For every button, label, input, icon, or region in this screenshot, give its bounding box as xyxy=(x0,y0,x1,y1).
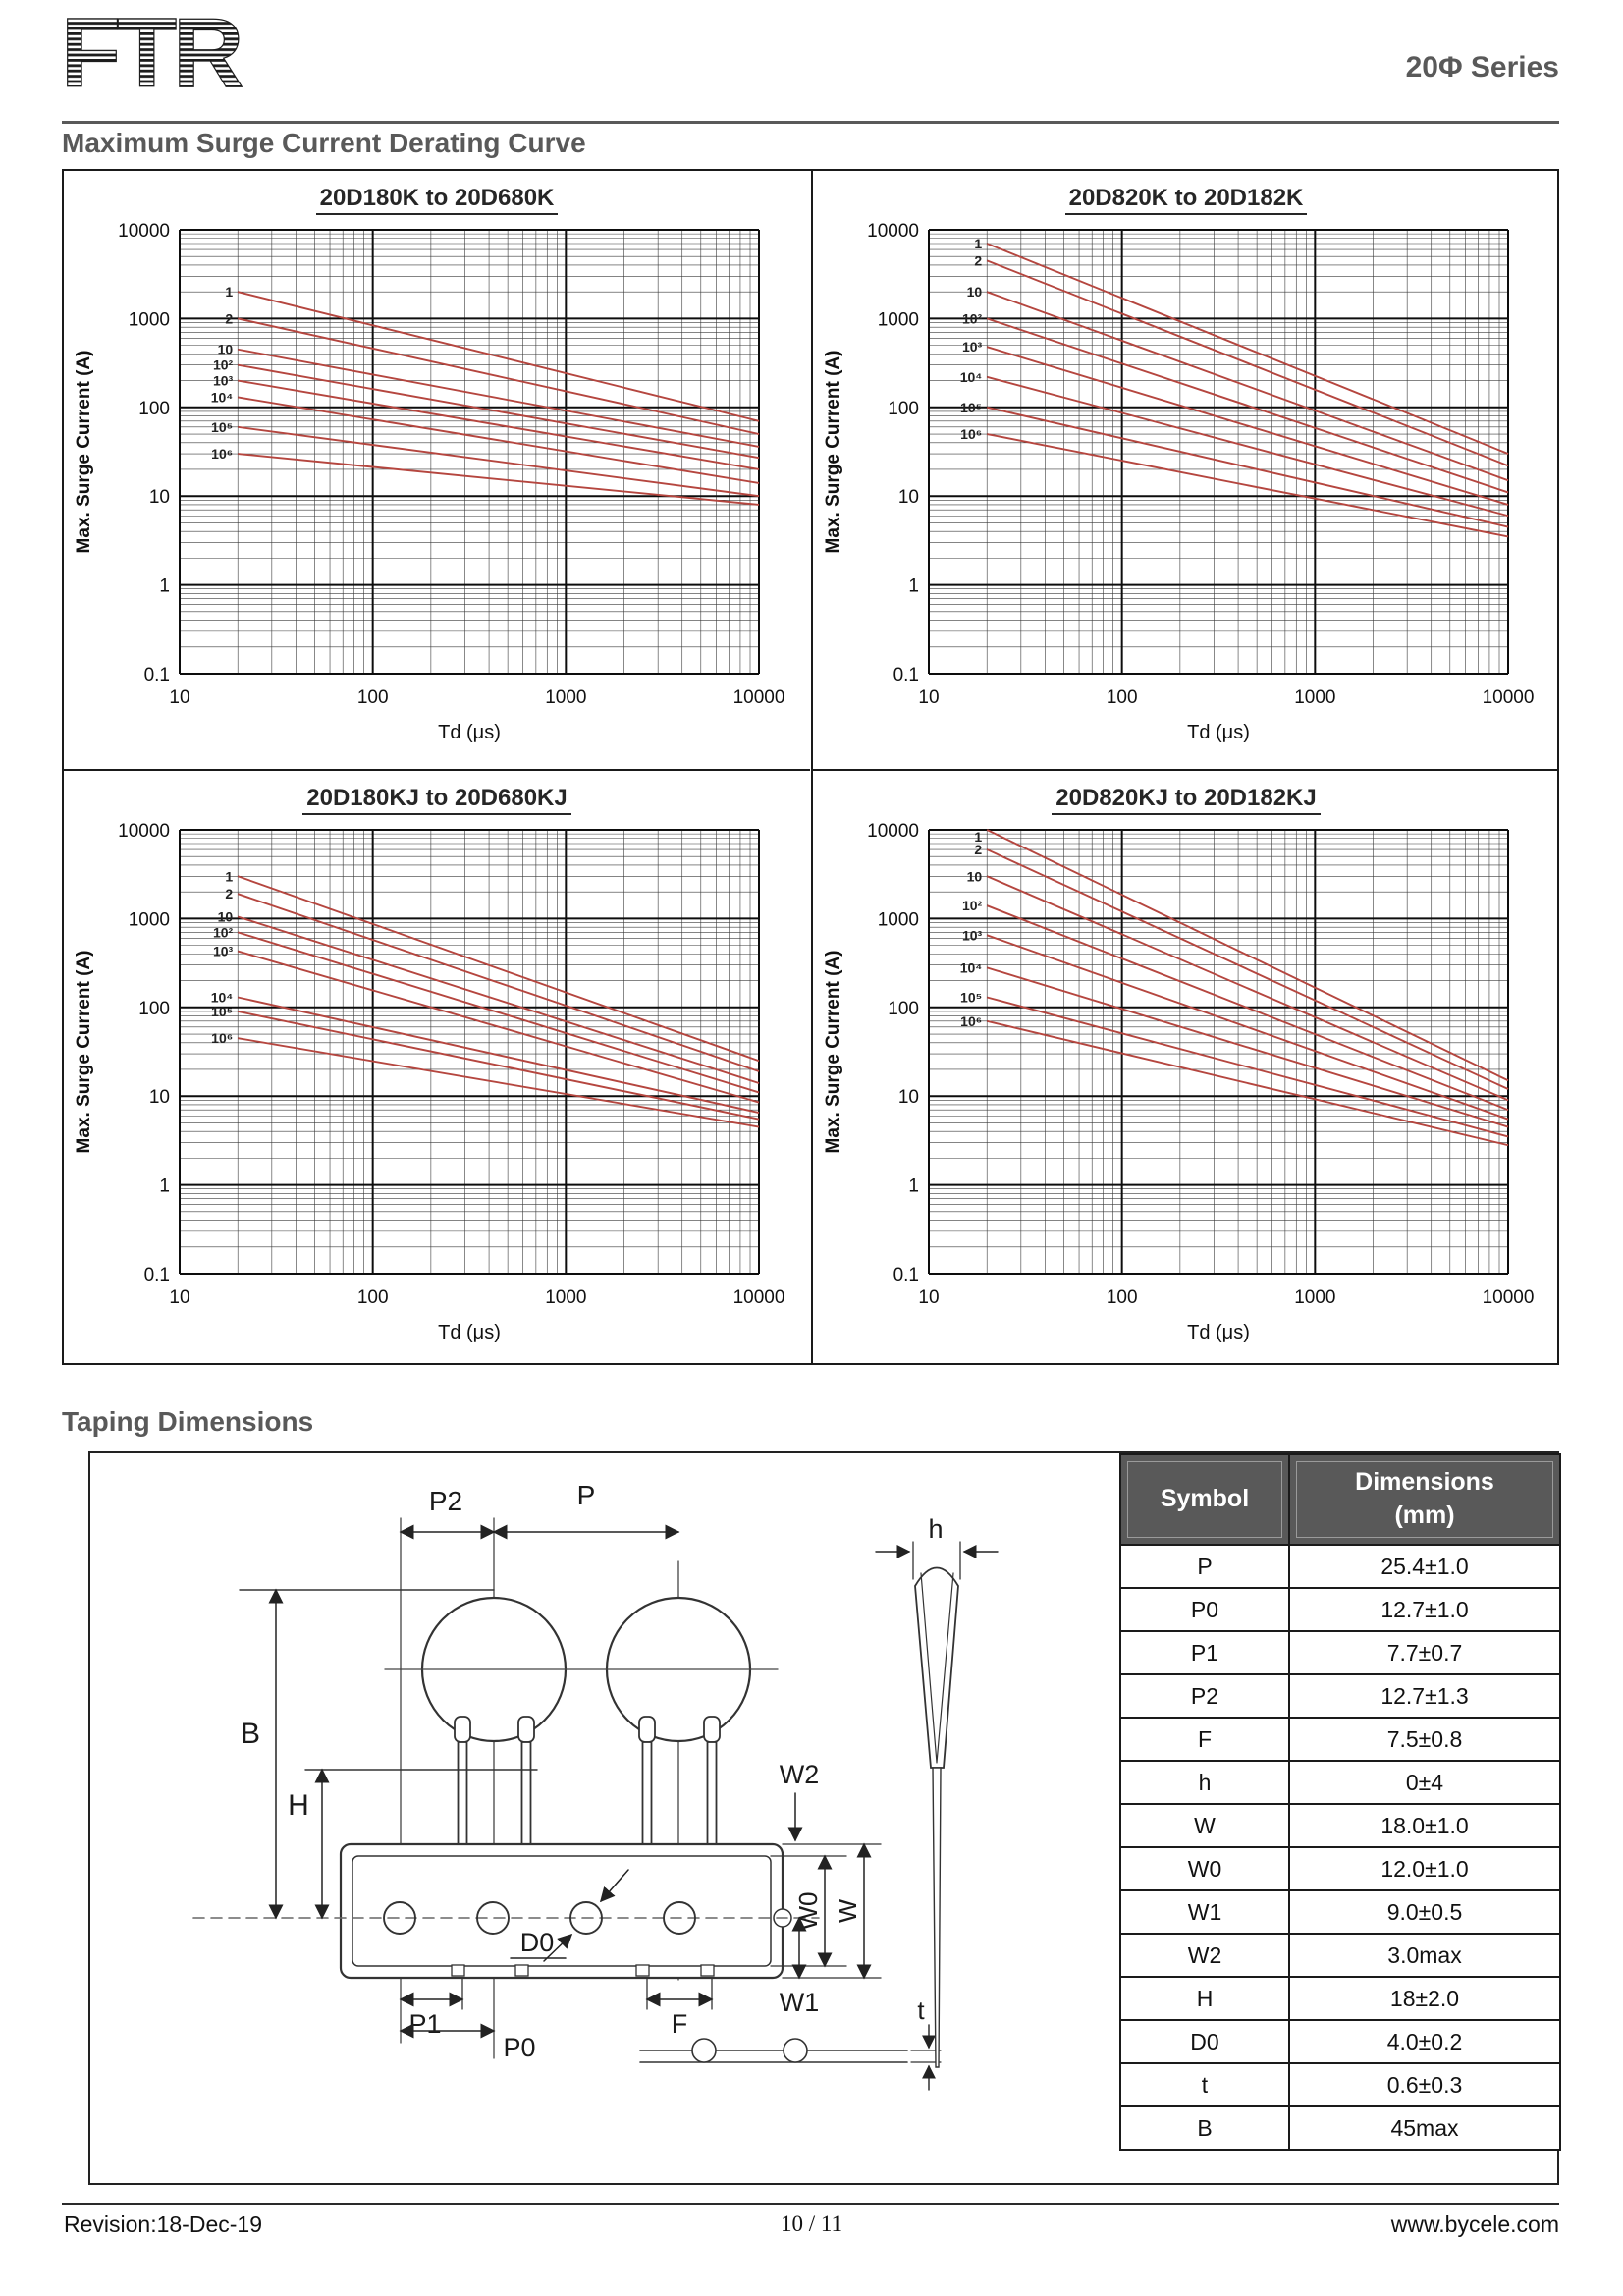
y-tick-label: 10000 xyxy=(867,221,919,242)
y-axis-label: Max. Surge Current (A) xyxy=(74,950,94,1154)
y-tick-label: 1000 xyxy=(877,909,919,931)
y-tick-label: 10000 xyxy=(118,821,170,842)
chart-4-title: 20D820KJ to 20D182KJ xyxy=(813,785,1559,812)
chart-cell-4 xyxy=(811,769,1559,1365)
dim-label-f: F xyxy=(671,2009,688,2039)
curve-label: 10 xyxy=(217,908,234,925)
curve-label: 10⁶ xyxy=(960,1012,983,1029)
derating-curve xyxy=(238,381,759,469)
curve-label: 10 xyxy=(966,284,983,301)
curve-label: 2 xyxy=(974,252,983,269)
derating-curve xyxy=(987,967,1508,1126)
x-tick-label: 10 xyxy=(169,687,190,708)
tape-profile-hole xyxy=(784,2039,807,2062)
y-tick-label: 1 xyxy=(159,1175,170,1197)
symbol-cell: H xyxy=(1120,1977,1289,2020)
dimension-cell: 12.7±1.3 xyxy=(1289,1674,1560,1718)
dimension-cell: 0±4 xyxy=(1289,1761,1560,1804)
x-tick-label: 10000 xyxy=(1482,687,1535,708)
y-tick-label: 100 xyxy=(138,998,170,1019)
chart-cell-1 xyxy=(64,171,810,769)
symbol-cell: P xyxy=(1120,1545,1289,1588)
curve-label: 10² xyxy=(212,924,234,941)
dimension-cell: 25.4±1.0 xyxy=(1289,1545,1560,1588)
derating-curve xyxy=(987,434,1508,536)
y-tick-label: 10 xyxy=(148,487,170,509)
dim-label-p: P xyxy=(576,1480,596,1510)
y-tick-label: 10000 xyxy=(118,221,170,242)
x-tick-label: 100 xyxy=(1106,687,1138,708)
tape-profile-hole xyxy=(692,2039,716,2062)
table-row xyxy=(1120,1890,1560,1934)
derating-chart-grid xyxy=(62,169,1559,1365)
table-row xyxy=(1120,1977,1560,2020)
chart-1-plot xyxy=(64,212,806,758)
footer-website: www.bycele.com xyxy=(1390,2212,1559,2237)
x-tick-label: 100 xyxy=(356,687,389,708)
derating-curve xyxy=(238,916,759,1083)
derating-curve xyxy=(238,318,759,434)
y-tick-label: 10 xyxy=(897,487,919,509)
curve-label: 10⁵ xyxy=(211,418,234,435)
y-tick-label: 100 xyxy=(888,398,919,419)
table-row xyxy=(1120,2020,1560,2063)
curve-label: 10⁵ xyxy=(960,399,983,415)
curve-label: 10⁶ xyxy=(960,426,983,443)
symbol-cell: P0 xyxy=(1120,1588,1289,1631)
y-tick-label: 0.1 xyxy=(143,1265,170,1285)
derating-curve xyxy=(238,932,759,1092)
y-axis-label: Max. Surge Current (A) xyxy=(74,350,94,554)
x-tick-label: 10000 xyxy=(1482,1287,1535,1308)
y-tick-label: 10 xyxy=(897,1087,919,1109)
dim-label-p0: P0 xyxy=(503,2033,536,2062)
dim-label-p2: P2 xyxy=(428,1486,463,1516)
curve-label: 10² xyxy=(961,310,983,327)
derating-curve xyxy=(238,397,759,482)
x-tick-label: 1000 xyxy=(1294,1287,1336,1308)
table-row xyxy=(1120,1674,1560,1718)
table-row xyxy=(1120,1934,1560,1977)
derating-curve xyxy=(238,894,759,1071)
dim-label-w0: W0 xyxy=(793,1891,823,1931)
ftr-logo-text: FTR xyxy=(61,6,241,104)
x-tick-label: 10000 xyxy=(732,687,785,708)
curve-label: 10³ xyxy=(961,339,983,355)
y-tick-label: 10 xyxy=(148,1087,170,1109)
dimension-cell: 12.7±1.0 xyxy=(1289,1588,1560,1631)
x-axis-label: Td (μs) xyxy=(1187,722,1250,743)
y-tick-label: 0.1 xyxy=(893,1265,919,1285)
x-tick-label: 10000 xyxy=(732,1287,785,1308)
curve-label: 10⁴ xyxy=(210,389,234,406)
symbol-cell: h xyxy=(1120,1761,1289,1804)
derating-curve xyxy=(987,260,1508,465)
dim-label-b: B xyxy=(240,1718,261,1750)
curve-label: 10² xyxy=(961,898,983,914)
curve-label: 10² xyxy=(212,356,234,373)
dimension-cell: 9.0±0.5 xyxy=(1289,1890,1560,1934)
curve-label: 10⁶ xyxy=(211,446,234,463)
derating-curve xyxy=(238,1038,759,1126)
header-rule xyxy=(62,121,1559,124)
curve-label: 10⁵ xyxy=(211,1003,234,1019)
dimension-cell: 45max xyxy=(1289,2106,1560,2150)
y-tick-label: 1000 xyxy=(128,909,170,931)
taping-dimensions-table xyxy=(1119,1453,1561,2151)
y-tick-label: 10000 xyxy=(867,821,919,842)
curve-label: 10⁴ xyxy=(210,989,234,1006)
chart-2-plot xyxy=(813,212,1555,758)
table-row xyxy=(1120,1631,1560,1674)
footer-rule xyxy=(62,2203,1559,2205)
series-label: 20Φ Series xyxy=(1405,51,1559,83)
dim-label-w1: W1 xyxy=(779,1988,820,2017)
symbol-cell: P1 xyxy=(1120,1631,1289,1674)
table-header-symbol: Symbol xyxy=(1120,1454,1289,1545)
dim-label-h-height: H xyxy=(288,1789,309,1822)
footer-page-number: 10 / 11 xyxy=(780,2212,843,2236)
curve-label: 1 xyxy=(974,236,983,252)
table-row xyxy=(1120,1718,1560,1761)
table-row xyxy=(1120,2063,1560,2106)
y-tick-label: 1000 xyxy=(877,309,919,331)
taping-section-title: Taping Dimensions xyxy=(62,1406,314,1437)
symbol-cell: W2 xyxy=(1120,1934,1289,1977)
curve-label: 1 xyxy=(225,284,234,301)
x-tick-label: 1000 xyxy=(545,687,587,708)
symbol-cell: P2 xyxy=(1120,1674,1289,1718)
table-row xyxy=(1120,1847,1560,1890)
x-tick-label: 1000 xyxy=(1294,687,1336,708)
curve-label: 10³ xyxy=(961,927,983,944)
chart-1-title: 20D180K to 20D680K xyxy=(64,185,810,212)
curve-label: 2 xyxy=(225,310,234,327)
dimension-cell: 18.0±1.0 xyxy=(1289,1804,1560,1847)
y-axis-label: Max. Surge Current (A) xyxy=(823,950,843,1154)
curve-label: 10⁶ xyxy=(211,1030,234,1047)
dim-label-t: t xyxy=(917,1995,925,2025)
curve-label: 10⁴ xyxy=(959,368,983,385)
dim-label-p1: P1 xyxy=(408,2009,442,2039)
curve-label: 1 xyxy=(225,868,234,885)
y-tick-label: 1 xyxy=(908,1175,919,1197)
symbol-cell: D0 xyxy=(1120,2020,1289,2063)
table-row xyxy=(1120,1545,1560,1588)
dimension-cell: 4.0±0.2 xyxy=(1289,2020,1560,2063)
dim-label-w2: W2 xyxy=(779,1760,820,1789)
x-axis-label: Td (μs) xyxy=(438,722,501,743)
curve-label: 10 xyxy=(966,868,983,885)
curve-label: 10⁵ xyxy=(960,989,983,1006)
taping-drawing xyxy=(90,1453,1111,2183)
symbol-cell: F xyxy=(1120,1718,1289,1761)
y-axis-label: Max. Surge Current (A) xyxy=(823,350,843,554)
table-row xyxy=(1120,1804,1560,1847)
symbol-cell: B xyxy=(1120,2106,1289,2150)
symbol-cell: t xyxy=(1120,2063,1289,2106)
x-tick-label: 10 xyxy=(918,1287,940,1308)
table-row xyxy=(1120,2106,1560,2150)
y-tick-label: 1 xyxy=(159,575,170,597)
chart-3-plot xyxy=(64,812,806,1358)
derating-curve xyxy=(238,292,759,421)
y-tick-label: 0.1 xyxy=(143,665,170,685)
curve-label: 10³ xyxy=(212,943,234,959)
x-tick-label: 10 xyxy=(169,1287,190,1308)
dim-label-h-tilt: h xyxy=(928,1514,944,1544)
derating-curve xyxy=(987,849,1508,1089)
table-header-dimensions: Dimensions (mm) xyxy=(1289,1454,1560,1545)
x-tick-label: 1000 xyxy=(545,1287,587,1308)
table-row xyxy=(1120,1761,1560,1804)
chart-cell-2 xyxy=(811,171,1559,769)
dimension-cell: 3.0max xyxy=(1289,1934,1560,1977)
x-tick-label: 100 xyxy=(356,1287,389,1308)
x-tick-label: 100 xyxy=(1106,1287,1138,1308)
derating-curve xyxy=(238,350,759,447)
y-tick-label: 0.1 xyxy=(893,665,919,685)
symbol-cell: W0 xyxy=(1120,1847,1289,1890)
curve-label: 2 xyxy=(225,886,234,902)
disc-side-view xyxy=(915,1568,958,1769)
derating-curve xyxy=(238,876,759,1061)
dimension-cell: 7.5±0.8 xyxy=(1289,1718,1560,1761)
derating-curve xyxy=(987,244,1508,454)
dim-label-d0: D0 xyxy=(519,1928,555,1957)
dimension-cell: 7.7±0.7 xyxy=(1289,1631,1560,1674)
dim-label-w: W xyxy=(833,1898,862,1924)
derating-curve xyxy=(987,1021,1508,1145)
chart-2-title: 20D820K to 20D182K xyxy=(813,185,1559,212)
chart-3-title: 20D180KJ to 20D680KJ xyxy=(64,785,810,812)
derating-section-title: Maximum Surge Current Derating Curve xyxy=(62,128,586,158)
dimension-cell: 0.6±0.3 xyxy=(1289,2063,1560,2106)
symbol-cell: W1 xyxy=(1120,1890,1289,1934)
x-axis-label: Td (μs) xyxy=(1187,1322,1250,1343)
derating-curve xyxy=(987,292,1508,480)
y-tick-label: 100 xyxy=(888,998,919,1019)
curve-label: 10³ xyxy=(212,372,234,389)
dimension-cell: 12.0±1.0 xyxy=(1289,1847,1560,1890)
symbol-cell: W xyxy=(1120,1804,1289,1847)
ftr-logo xyxy=(59,6,255,104)
chart-cell-3 xyxy=(64,769,810,1365)
footer-revision: Revision:18-Dec-19 xyxy=(64,2212,262,2237)
y-tick-label: 1 xyxy=(908,575,919,597)
curve-label: 10 xyxy=(217,341,234,357)
curve-label: 2 xyxy=(974,842,983,858)
curve-label: 1 xyxy=(974,829,983,845)
curve-label: 10⁴ xyxy=(959,959,983,976)
chart-4-plot xyxy=(813,812,1555,1358)
derating-curve xyxy=(987,377,1508,516)
x-tick-label: 10 xyxy=(918,687,940,708)
table-row xyxy=(1120,1588,1560,1631)
y-tick-label: 100 xyxy=(138,398,170,419)
y-tick-label: 1000 xyxy=(128,309,170,331)
x-axis-label: Td (μs) xyxy=(438,1322,501,1343)
dimension-cell: 18±2.0 xyxy=(1289,1977,1560,2020)
